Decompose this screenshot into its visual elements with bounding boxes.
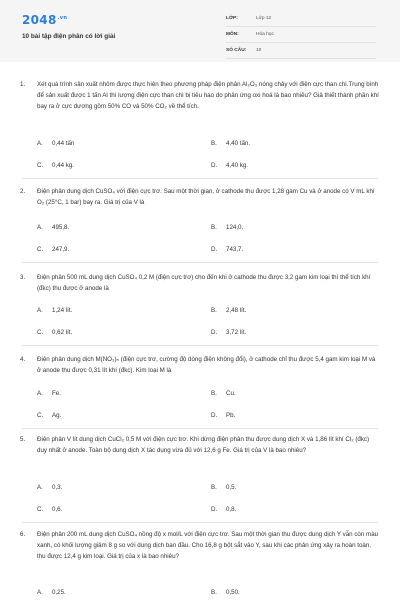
meta-row-class	[226, 11, 376, 27]
option-c[interactable]: C. 0,6.	[37, 506, 63, 513]
question-text: Điện phân dung dịch CuSO₄ với điện cực trơ. Sau một thời gian, ở cathode thu được 1,28 gam Cu và ở anode có V mL khí O₂ (25°C, 1 bar) bay ra. Giá trị của V là	[37, 188, 375, 206]
option-d[interactable]: D. Pb.	[211, 412, 236, 419]
question-number: 6.	[20, 531, 26, 538]
meta-key: MÔN:	[226, 32, 239, 37]
option-a[interactable]: A. 0,3.	[37, 484, 63, 491]
question-text: Điện phân 500 mL dung dịch CuSO₄ 0,2 M (điện cực trơ) cho đến khi ở cathode thu được 3,2 gam kim loại thì thể tích khí (đkc) thu được ở anode là	[37, 274, 371, 292]
meta-value: Lớp 12	[256, 16, 272, 21]
question-text: Xét quá trình sản xuất nhôm được thực hiện theo phương pháp điện phân Al₂O₃ nóng chảy với điện cực than chì.Trung bình để sản xuất được 1 tấn Al thì lượng điện cực than chì bị tiêu hao do phản ứng oxi hoá là bao nhiêu? Giả thiết thành phần khí bay ra ở cực dương gồm 50% CO và 50% CO₂ về thể tích.	[37, 81, 379, 110]
option-d[interactable]: D. 0,8.	[211, 506, 237, 513]
divider	[22, 428, 378, 429]
option-b[interactable]: B. 0,50.	[211, 589, 240, 596]
option-c[interactable]: C. 0,62 lít.	[37, 329, 73, 336]
option-c[interactable]: C. 247,9.	[37, 246, 70, 253]
option-b[interactable]: B. 0,5.	[211, 484, 237, 491]
option-c[interactable]: C. 0,44 kg.	[37, 162, 75, 169]
option-a[interactable]: A. 0,44 tấn	[37, 140, 75, 147]
option-a[interactable]: A. 1,24 lít.	[37, 307, 73, 314]
option-d[interactable]: D. 743,7.	[211, 246, 244, 253]
question-text: Điện phân 200 mL dung dịch CuSO₄ nồng độ x mol/L với điện cực trơ. Sau một thời gian thu được dung dịch Y vẫn còn màu xanh, có khối lượng giảm 8 g so với dung dịch ban đầu. Cho 16,8 g bột sắt vào Y, sau khi các phản ứng xảy ra hoàn toàn, thu được 12,4 g kim loại. Giá trị của x là bao nhiêu?	[37, 531, 379, 560]
logo-suffix: .vn	[57, 15, 68, 21]
option-b[interactable]: B. 2,48 lít.	[211, 307, 247, 314]
divider	[22, 178, 378, 179]
divider	[22, 262, 378, 263]
question-text: Điện phân dung dịch M(NO₃)ₙ (điện cực trơ, cường độ dòng điện không đổi), ở cathode chỉ thu được 5,4 gam kim loại M và ở anode thu được 0,31 lít khí (đkc). Kim loại M là	[37, 356, 376, 374]
meta-row-subject	[226, 27, 376, 43]
logo-text: 2048	[22, 13, 57, 27]
site-logo[interactable]	[22, 13, 67, 27]
option-c[interactable]: C. Ag.	[37, 412, 62, 419]
meta-value: Hóa học	[256, 32, 274, 37]
divider	[22, 345, 378, 346]
option-b[interactable]: B. 124,0.	[211, 224, 244, 231]
option-a[interactable]: A. 495,8.	[37, 224, 70, 231]
meta-value: 10	[256, 48, 262, 53]
divider	[22, 522, 378, 523]
question-text: Điện phân V lít dung dịch CuCl₂ 0,5 M với điện cực trơ. Khi dừng điện phân thu được dung dịch X và 1,86 lít khí Cl₂ (đkc) duy nhất ở anode. Toàn bộ dung dịch X tác dụng vừa đủ với 12,6 g Fe. Giá trị của V là bao nhiêu?	[37, 436, 370, 454]
meta-table	[226, 11, 376, 59]
meta-key: SỐ CÂU:	[226, 48, 247, 53]
question-number: 2.	[20, 188, 26, 195]
question-number: 5.	[20, 436, 26, 443]
meta-row-count	[226, 43, 376, 59]
page-title: 10 bài tập điện phân có lời giải	[22, 33, 116, 40]
question-number: 4.	[20, 356, 26, 363]
page-header	[0, 0, 400, 62]
question-list	[0, 62, 400, 600]
question-number: 1.	[20, 81, 26, 88]
option-b[interactable]: B. Cu.	[211, 390, 236, 397]
option-d[interactable]: D. 3,72 lít.	[211, 329, 247, 336]
option-d[interactable]: D. 4,40 kg.	[211, 162, 249, 169]
option-a[interactable]: A. 0,25.	[37, 589, 66, 596]
meta-key: LỚP:	[226, 16, 238, 21]
question-number: 3.	[20, 274, 26, 281]
option-a[interactable]: A. Fe.	[37, 390, 61, 397]
option-b[interactable]: B. 4,40 tấn.	[211, 140, 251, 147]
